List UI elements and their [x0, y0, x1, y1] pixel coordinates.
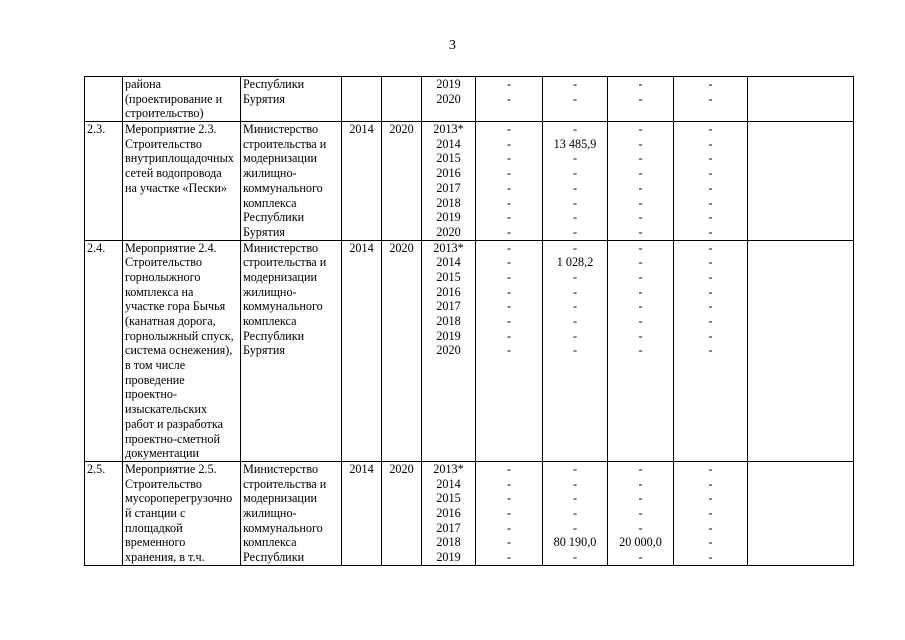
cell-line: - [638, 343, 643, 358]
cell-line: - [638, 77, 643, 91]
cell-line: - [708, 180, 713, 195]
table-row [85, 77, 854, 122]
program-table [84, 76, 854, 566]
cell-line: 2017 [436, 299, 461, 314]
cell-line: сетей водопровода [125, 166, 222, 181]
end-year-cell [382, 77, 422, 122]
cell-line: - [572, 180, 578, 195]
cell-line: - [708, 535, 713, 550]
cell-line: в том числе [125, 358, 186, 373]
cell-line: проектно-сметной [125, 431, 221, 446]
cell-line: 2018 [436, 195, 461, 210]
cell-line: Бурятия [243, 91, 285, 106]
cell-line: 2015 [436, 491, 461, 506]
item-number-cell [85, 240, 123, 461]
cell-line: коммунального [243, 520, 323, 535]
cell-line: жилищно- [243, 166, 297, 181]
cell-line: - [638, 240, 643, 255]
cell-line: - [638, 91, 643, 106]
cell-line: - [572, 299, 578, 314]
cell-line: - [638, 284, 643, 299]
cell-line: коммунального [243, 180, 323, 195]
cell-line: Министерство [243, 461, 319, 476]
cell-line: (канатная дорога, [125, 314, 216, 328]
cell-text: 2.3. [87, 122, 106, 137]
cell-line: Строительство [125, 476, 203, 491]
cell-line: 2013* [433, 122, 464, 137]
cell-line: - [638, 299, 643, 314]
cell-line: - [506, 224, 512, 239]
cell-line: - [506, 343, 512, 358]
amount-col-4-cell [674, 240, 748, 461]
cell-line: - [506, 166, 512, 181]
amount-col-4-cell [674, 77, 748, 122]
cell-line: строительство) [125, 106, 204, 121]
cell-line: - [708, 328, 713, 343]
years-cell [422, 122, 476, 241]
cell-line: документации [125, 446, 200, 461]
cell-line: - [506, 195, 512, 210]
cell-line: - [506, 550, 512, 564]
cell-line: 80 190,0 [553, 535, 597, 550]
cell-line: - [708, 461, 713, 476]
cell-line: - [638, 476, 643, 491]
table-row [85, 122, 854, 241]
empty-column-cell [748, 240, 854, 461]
cell-line: - [572, 151, 578, 166]
start-year-cell [342, 77, 382, 122]
item-number-cell [85, 122, 123, 241]
cell-line: Мероприятие 2.4. [125, 240, 217, 255]
cell-line: - [506, 210, 512, 225]
cell-line: участке гора Бычья [125, 299, 226, 314]
cell-line: - [572, 476, 578, 491]
item-name-cell [123, 461, 241, 565]
cell-line: - [572, 314, 578, 328]
cell-line: Республики [243, 77, 305, 91]
executor-cell [241, 240, 342, 461]
end-year-cell [382, 240, 422, 461]
cell-line: работ и разработка [125, 416, 224, 431]
cell-line: - [506, 77, 512, 91]
cell-line: временного [125, 535, 186, 550]
cell-line: - [708, 491, 713, 506]
cell-line: строительства и [243, 476, 327, 491]
cell-text: 2020 [389, 240, 414, 255]
cell-line: 2020 [436, 224, 461, 239]
cell-line: - [638, 224, 643, 239]
cell-line: - [708, 240, 713, 255]
cell-line: комплекса [243, 535, 297, 550]
cell-line: - [506, 91, 512, 106]
cell-line: горнолыжный спуск, [125, 328, 234, 343]
cell-line: 2016 [436, 166, 461, 181]
cell-line: - [506, 122, 512, 137]
executor-cell [241, 122, 342, 241]
cell-line: Мероприятие 2.3. [125, 122, 217, 137]
amount-col-4-cell [674, 461, 748, 565]
cell-line: жилищно- [243, 505, 297, 520]
cell-line: Мероприятие 2.5. [125, 461, 217, 476]
cell-line: - [708, 314, 713, 328]
cell-line: - [506, 255, 512, 270]
cell-line: - [708, 166, 713, 181]
cell-line: на участке «Пески» [125, 180, 227, 195]
cell-line: - [506, 240, 512, 255]
cell-line: горнолыжного [125, 269, 201, 284]
cell-line: - [638, 166, 643, 181]
table-row [85, 240, 854, 461]
cell-line: - [708, 210, 713, 225]
cell-line: комплекса [243, 195, 297, 210]
cell-line: - [572, 343, 578, 358]
cell-text: 2020 [389, 461, 414, 476]
cell-line: 2018 [436, 535, 461, 550]
cell-line: модернизации [243, 491, 317, 506]
cell-text [384, 77, 419, 92]
years-cell [422, 240, 476, 461]
cell-line: хранения, в т.ч. [125, 550, 205, 564]
item-name-cell [123, 77, 241, 122]
amount-col-3-cell [608, 122, 674, 241]
cell-line: - [708, 343, 713, 358]
cell-line: - [708, 122, 713, 137]
empty-column-cell [748, 461, 854, 565]
amount-col-2-cell [543, 461, 608, 565]
cell-text: 2014 [349, 461, 374, 476]
cell-line: - [638, 491, 643, 506]
amount-col-3-cell [608, 461, 674, 565]
cell-line: - [572, 505, 578, 520]
executor-cell [241, 77, 342, 122]
cell-line: - [638, 461, 643, 476]
cell-line: 2019 [436, 77, 461, 91]
cell-text: 2.4. [87, 240, 106, 255]
cell-line: - [506, 299, 512, 314]
cell-line: 2020 [436, 91, 461, 106]
amount-col-2-cell [543, 240, 608, 461]
cell-line: 2013* [433, 240, 464, 255]
cell-line: - [638, 269, 643, 284]
cell-line: 2017 [436, 520, 461, 535]
amount-col-1-cell [476, 461, 543, 565]
cell-line: проектно- [125, 387, 178, 402]
cell-line: - [572, 122, 578, 137]
cell-line: площадкой [125, 520, 183, 535]
item-number-cell [85, 461, 123, 565]
cell-line: - [638, 328, 643, 343]
cell-line: - [572, 240, 578, 255]
amount-col-1-cell [476, 77, 543, 122]
amount-col-3-cell [608, 77, 674, 122]
cell-line: 2013* [433, 461, 464, 476]
cell-line: изыскательских [125, 402, 208, 417]
end-year-cell [382, 461, 422, 565]
item-number-cell [85, 77, 123, 122]
cell-line: - [708, 255, 713, 270]
cell-line: района [125, 77, 162, 91]
cell-line: - [572, 91, 578, 106]
cell-text: 2014 [349, 240, 374, 255]
cell-line: - [638, 180, 643, 195]
cell-line: - [506, 461, 512, 476]
cell-line: - [572, 224, 578, 239]
cell-line: модернизации [243, 269, 317, 284]
years-cell [422, 461, 476, 565]
cell-text [344, 77, 379, 92]
cell-line: - [638, 550, 643, 564]
empty-column-cell [748, 77, 854, 122]
cell-line: Бурятия [243, 343, 285, 358]
cell-line: - [638, 314, 643, 328]
amount-col-3-cell [608, 240, 674, 461]
cell-line: - [506, 269, 512, 284]
cell-line: - [708, 91, 713, 106]
cell-line: 2017 [436, 180, 461, 195]
cell-line: модернизации [243, 151, 317, 166]
cell-text [87, 77, 120, 92]
cell-line: - [506, 535, 512, 550]
cell-line: - [506, 284, 512, 299]
cell-text: 2020 [389, 122, 414, 137]
cell-line: - [572, 461, 578, 476]
cell-line: - [572, 550, 578, 564]
cell-line: 1 028,2 [556, 255, 594, 270]
cell-line: Республики [243, 210, 305, 225]
cell-line: - [506, 491, 512, 506]
cell-line: Строительство [125, 136, 203, 151]
cell-line: внутриплощадочных [125, 151, 234, 166]
cell-line: - [708, 505, 713, 520]
cell-line: 2019 [436, 550, 461, 564]
cell-line: (проектирование и [125, 91, 223, 106]
cell-line: строительства и [243, 136, 327, 151]
years-cell [422, 77, 476, 122]
cell-line: 20 000,0 [619, 535, 662, 550]
cell-line: - [506, 151, 512, 166]
cell-line: - [506, 180, 512, 195]
table-row [85, 461, 854, 565]
cell-line: - [506, 328, 512, 343]
cell-line: 2019 [436, 328, 461, 343]
cell-line: - [506, 520, 512, 535]
cell-line: - [638, 505, 643, 520]
cell-line: - [708, 299, 713, 314]
cell-line: - [638, 195, 643, 210]
cell-line: Республики [243, 550, 305, 564]
cell-line: мусороперегрузочно [125, 491, 233, 506]
cell-line: - [572, 195, 578, 210]
cell-line: комплекса [243, 314, 297, 328]
table-body [85, 77, 854, 566]
page-number: 3 [449, 38, 456, 53]
amount-col-1-cell [476, 240, 543, 461]
amount-col-2-cell [543, 122, 608, 241]
cell-line: - [572, 210, 578, 225]
cell-line: 2015 [436, 269, 461, 284]
cell-line: - [638, 122, 643, 137]
cell-text: 2014 [349, 122, 374, 137]
cell-line: система оснежения), [125, 343, 233, 358]
cell-line: 2016 [436, 284, 461, 299]
cell-line: - [708, 151, 713, 166]
cell-line: - [708, 224, 713, 239]
cell-line: - [572, 77, 578, 91]
amount-col-2-cell [543, 77, 608, 122]
executor-cell [241, 461, 342, 565]
cell-line: - [708, 77, 713, 91]
start-year-cell [342, 122, 382, 241]
cell-line: - [638, 136, 643, 151]
cell-line: проведение [125, 372, 185, 387]
cell-line: комплекса на [125, 284, 194, 299]
start-year-cell [342, 240, 382, 461]
cell-line: - [708, 136, 713, 151]
cell-line: 2015 [436, 151, 461, 166]
cell-line: й станции с [125, 505, 186, 520]
cell-line: коммунального [243, 299, 323, 314]
cell-line: 2014 [436, 476, 461, 491]
amount-col-4-cell [674, 122, 748, 241]
end-year-cell [382, 122, 422, 241]
cell-line: - [638, 210, 643, 225]
cell-line: - [506, 136, 512, 151]
cell-line: - [506, 476, 512, 491]
empty-column-cell [748, 122, 854, 241]
cell-line: 2016 [436, 505, 461, 520]
cell-line: - [638, 255, 643, 270]
cell-text: 2.5. [87, 461, 106, 476]
cell-line: - [708, 520, 713, 535]
cell-line: - [572, 491, 578, 506]
cell-line: Республики [243, 328, 305, 343]
cell-line: Строительство [125, 255, 203, 270]
cell-line: - [708, 269, 713, 284]
item-name-cell [123, 122, 241, 241]
cell-line: Бурятия [243, 224, 285, 239]
cell-line: 13 485,9 [553, 136, 597, 151]
cell-line: - [638, 520, 643, 535]
cell-line: - [572, 269, 578, 284]
cell-line: жилищно- [243, 284, 297, 299]
cell-line: - [708, 195, 713, 210]
amount-col-1-cell [476, 122, 543, 241]
cell-line: - [638, 151, 643, 166]
cell-line: Министерство [243, 122, 319, 137]
cell-line: - [572, 166, 578, 181]
cell-line: - [506, 314, 512, 328]
cell-line: Министерство [243, 240, 319, 255]
cell-line: 2018 [436, 314, 461, 328]
cell-line: 2014 [436, 255, 461, 270]
cell-line: - [708, 550, 713, 564]
start-year-cell [342, 461, 382, 565]
cell-line: 2019 [436, 210, 461, 225]
cell-line: - [708, 476, 713, 491]
cell-line: 2014 [436, 136, 461, 151]
cell-line: - [572, 284, 578, 299]
item-name-cell [123, 240, 241, 461]
cell-line: 2020 [436, 343, 461, 358]
cell-line: строительства и [243, 255, 327, 270]
cell-line: - [506, 505, 512, 520]
cell-line: - [708, 284, 713, 299]
cell-line: - [572, 520, 578, 535]
cell-line: - [572, 328, 578, 343]
